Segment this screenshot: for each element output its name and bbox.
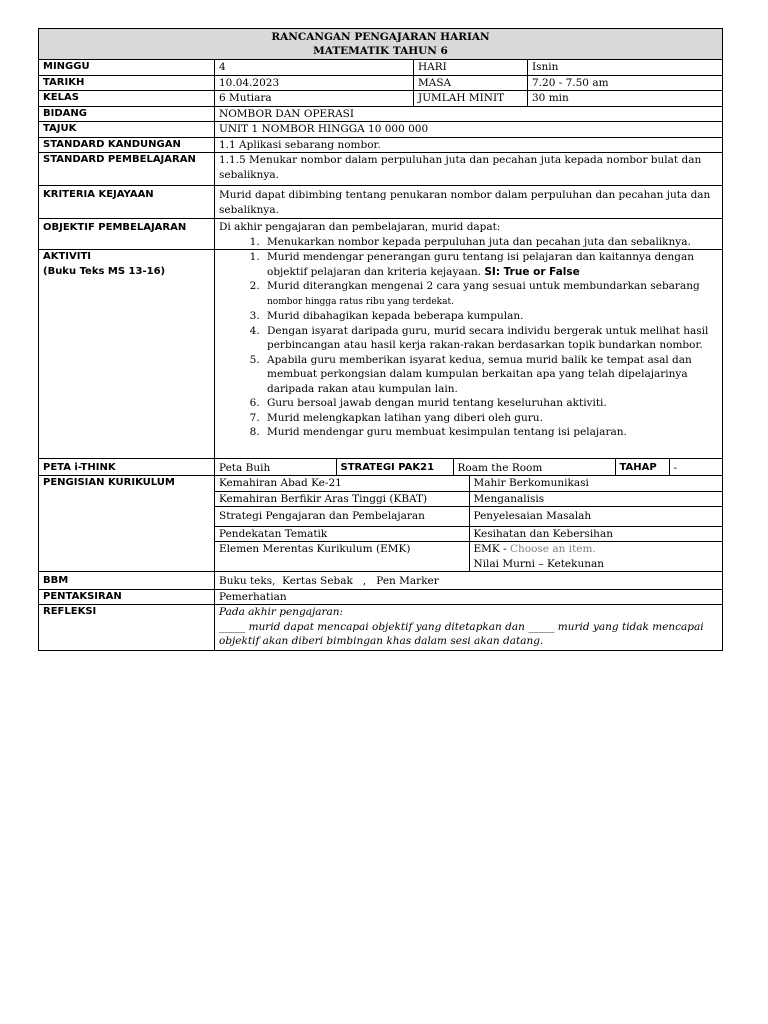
label-aktiviti-cell <box>39 250 215 459</box>
row-pengisian-kurikulum <box>39 476 723 572</box>
nilai-murni: Nilai Murni – Ketekunan <box>473 557 605 570</box>
value-strategi-pak21: Roam the Room <box>453 459 615 476</box>
aktiviti-item-3: 3. Murid dibahagikan kepada beberapa kumpulan. <box>263 309 718 324</box>
pengisian-table <box>215 476 722 571</box>
label-refleksi: REFLEKSI <box>39 605 215 651</box>
value-masa: 7.20 - 7.50 am <box>528 75 723 91</box>
label-bidang: BIDANG <box>39 106 215 122</box>
row-tajuk <box>39 122 723 138</box>
pengisian-right-4: Kesihatan dan Kebersihan <box>469 526 722 542</box>
row-pentaksiran <box>39 589 723 605</box>
label-bbm: BBM <box>39 572 215 590</box>
emk-prefix: EMK - <box>473 543 510 555</box>
label-standard-pembelajaran: STANDARD PEMBELAJARAN <box>39 153 215 186</box>
emk-line <box>474 542 719 557</box>
value-hari: Isnin <box>528 60 723 76</box>
row-peta-ithink <box>39 458 723 476</box>
pengisian-right-1: Mahir Berkomunikasi <box>469 476 722 491</box>
value-bbm: Buku teks, Kertas Sebak , Pen Marker <box>215 572 723 590</box>
aktiviti-item-4: 4. Dengan isyarat daripada guru, murid secara individu bergerak untuk melihat hasil perbincangan atau hasil kerja rakan-rakan berdasarkan topik bundarkan nombor. <box>263 324 718 353</box>
aktiviti-item-1-si: SI: True or False <box>484 265 580 278</box>
emk-choose-item[interactable]: Choose an item. <box>509 543 596 555</box>
peta-strategi-table <box>215 459 722 476</box>
value-standard-pembelajaran: 1.1.5 Menukar nombor dalam perpuluhan juta dan pecahan juta kepada nombor bulat dan sebaliknya. <box>215 153 723 186</box>
lesson-plan-sheet <box>38 28 722 651</box>
label-kelas: KELAS <box>39 91 215 107</box>
aktiviti-item-1 <box>263 250 718 279</box>
pengisian-cell <box>215 476 723 572</box>
label-peta-ithink: PETA i-THINK <box>39 458 215 476</box>
aktiviti-item-2-text: Murid diterangkan mengenai 2 cara yang sesuai untuk membundarkan sebarang <box>267 280 700 292</box>
row-bidang <box>39 106 723 122</box>
refleksi-line-2: _____ murid dapat mencapai objektif yang ditetapkan dan _____ murid yang tidak mencapai objektif akan diberi bimbingan khas dalam sesi akan datang. <box>219 620 704 647</box>
value-jumlah-minit: 30 min <box>528 91 723 107</box>
aktiviti-item-6: 6. Guru bersoal jawab dengan murid tentang keseluruhan aktiviti. <box>263 396 718 411</box>
pengisian-right-3: Penyelesaian Masalah <box>469 507 722 527</box>
row-minggu <box>39 60 723 76</box>
pengisian-right-2: Menganalisis <box>469 491 722 507</box>
objektif-list <box>219 235 718 250</box>
value-pentaksiran: Pemerhatian <box>215 589 723 605</box>
aktiviti-item-2 <box>263 279 718 309</box>
row-refleksi <box>39 605 723 651</box>
title-line-1: RANCANGAN PENGAJARAN HARIAN <box>271 31 490 43</box>
aktiviti-item-1-text: Murid mendengar penerangan guru tentang isi pelajaran dan kaitannya dengan objektif pelajaran dan kriteria kejayaan. <box>267 251 694 278</box>
aktiviti-item-2-small: nombor hingga ratus ribu yang terdekat. <box>267 296 454 307</box>
document-title <box>39 29 723 60</box>
aktiviti-item-7: 7. Murid melengkapkan latihan yang diberi oleh guru. <box>263 411 718 426</box>
value-peta-ithink: Peta Buih <box>215 459 336 476</box>
label-tahap: TAHAP <box>615 459 669 476</box>
pengisian-left-3: Strategi Pengajaran dan Pembelajaran <box>215 507 469 527</box>
row-kelas <box>39 91 723 107</box>
aktiviti-item-8: 8. Murid mendengar guru membuat kesimpulan tentang isi pelajaran. <box>263 425 718 440</box>
label-standard-kandungan: STANDARD KANDUNGAN <box>39 137 215 153</box>
header-row <box>39 29 723 60</box>
value-refleksi <box>215 605 723 651</box>
value-bidang: NOMBOR DAN OPERASI <box>215 106 723 122</box>
objektif-intro: Di akhir pengajaran dan pembelajaran, murid dapat: <box>219 221 501 233</box>
label-jumlah-minit: JUMLAH MINIT <box>414 91 528 107</box>
value-tarikh: 10.04.2023 <box>215 75 414 91</box>
row-aktiviti <box>39 250 723 459</box>
row-bbm <box>39 572 723 590</box>
row-tarikh <box>39 75 723 91</box>
pengisian-left-4: Pendekatan Tematik <box>215 526 469 542</box>
label-strategi-pak21: STRATEGI PAK21 <box>336 459 453 476</box>
pengisian-left-1: Kemahiran Abad Ke-21 <box>215 476 469 491</box>
label-tarikh: TARIKH <box>39 75 215 91</box>
value-objektif <box>215 219 723 250</box>
label-minggu: MINGGU <box>39 60 215 76</box>
value-standard-kandungan: 1.1 Aplikasi sebarang nombor. <box>215 137 723 153</box>
label-tajuk: TAJUK <box>39 122 215 138</box>
row-standard-kandungan <box>39 137 723 153</box>
label-objektif: OBJEKTIF PEMBELAJARAN <box>39 219 215 250</box>
value-tahap: - <box>673 461 678 474</box>
title-line-2: MATEMATIK TAHUN 6 <box>313 45 448 57</box>
label-kriteria-kejayaan: KRITERIA KEJAYAAN <box>39 186 215 219</box>
row-kriteria-kejayaan <box>39 186 723 219</box>
aktiviti-item-5: 5. Apabila guru memberikan isyarat kedua, semua murid balik ke tempat asal dan membuat perkongsian dalam kumpulan berkaitan apa yang telah dipelajarinya daripada rakan atau kumpulan lain. <box>263 353 718 397</box>
label-pentaksiran: PENTAKSIRAN <box>39 589 215 605</box>
label-pengisian-kurikulum: PENGISIAN KURIKULUM <box>39 476 215 572</box>
lesson-plan-table <box>38 28 723 651</box>
aktiviti-list <box>219 250 718 440</box>
value-minggu: 4 <box>215 60 414 76</box>
pengisian-right-5 <box>469 542 722 572</box>
row-objektif <box>39 219 723 250</box>
label-hari: HARI <box>414 60 528 76</box>
objektif-item: 1. Menukarkan nombor kepada perpuluhan juta dan pecahan juta dan sebaliknya. <box>263 235 718 250</box>
value-kelas: 6 Mutiara <box>215 91 414 107</box>
value-kriteria-kejayaan: Murid dapat dibimbing tentang penukaran nombor dalam perpuluhan dan pecahan juta dan sebaliknya. <box>215 186 723 219</box>
label-masa: MASA <box>414 75 528 91</box>
value-aktiviti <box>215 250 723 459</box>
pengisian-left-5: Elemen Merentas Kurikulum (EMK) <box>215 542 469 572</box>
label-buku-teks: (Buku Teks MS 13-16) <box>43 265 166 277</box>
pengisian-left-2: Kemahiran Berfikir Aras Tinggi (KBAT) <box>215 491 469 507</box>
label-aktiviti: AKTIVITI <box>43 251 92 262</box>
row-standard-pembelajaran <box>39 153 723 186</box>
refleksi-line-1: Pada akhir pengajaran: <box>219 606 344 618</box>
value-tajuk: UNIT 1 NOMBOR HINGGA 10 000 000 <box>215 122 723 138</box>
peta-strategi-cell <box>215 458 723 476</box>
